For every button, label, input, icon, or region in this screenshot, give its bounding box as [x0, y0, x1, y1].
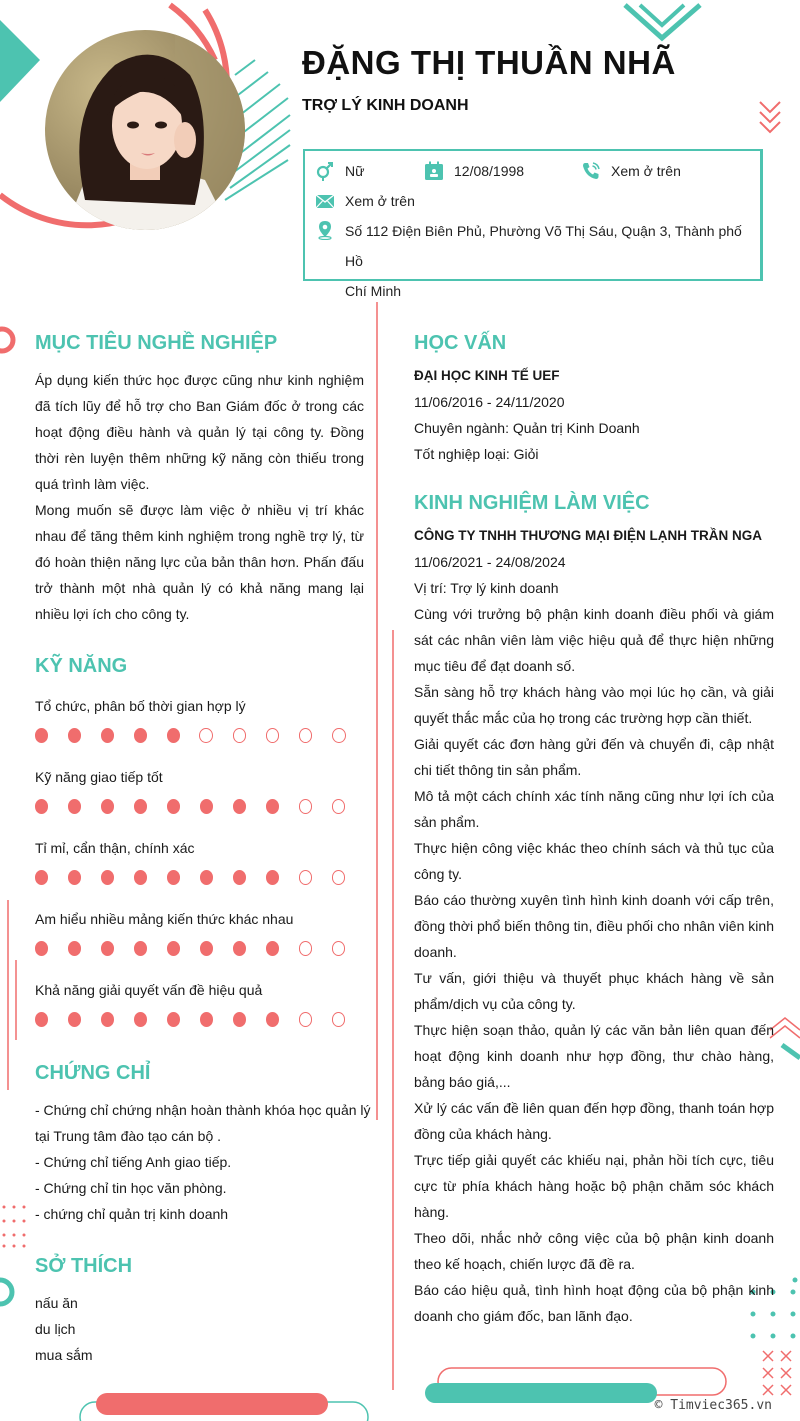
skill-label: Am hiểu nhiều mảng kiến thức khác nhau [35, 911, 294, 927]
skill-item [35, 982, 365, 1053]
birthday-value: 12/08/1998 [454, 163, 525, 179]
skill-label: Tỉ mỉ, cẩn thận, chính xác [35, 840, 195, 856]
duty-item: Giải quyết các đơn hàng gửi đến và chuyển đi, cập nhật chi tiết thông tin sản phẩm. [414, 736, 774, 778]
skill-dot-filled [134, 1012, 147, 1027]
skill-dot-filled [101, 1012, 114, 1027]
email-icon [315, 191, 335, 211]
skills-heading: KỸ NĂNG [35, 655, 128, 677]
skill-dot-empty [332, 799, 346, 814]
skill-dot-filled [200, 941, 213, 956]
certificate-item: - Chứng chỉ tiếng Anh giao tiếp. [35, 1154, 232, 1170]
skill-dot-filled [101, 941, 114, 956]
objective-paragraph-2: Mong muốn sẽ được làm việc ở nhiều vị trí khác nhau để tăng thêm kinh nghiệm trong nghề trợ lý, từ đó hoàn thiện năng lực của bản thân hơn. Phấn đấu trở thành một nhà quản lý có khả năng mang lại nhiều lợi ích cho công ty. [35, 502, 364, 622]
skill-dot-filled [167, 941, 180, 956]
skill-dot-empty [332, 1012, 346, 1027]
skill-dot-filled [200, 799, 213, 814]
education-major: Chuyên ngành: Quản trị Kinh Doanh [414, 420, 640, 436]
certificates-list [35, 1097, 371, 1227]
duty-item: Thực hiện công việc khác theo chính sách và thủ tục của công ty. [414, 840, 774, 882]
skills-list [35, 698, 365, 1053]
skill-dot-empty [199, 728, 213, 743]
gender-value: Nữ [345, 163, 365, 179]
objective-paragraph-1: Áp dụng kiến thức học được cũng như kinh nghiệm đã tích lũy để hỗ trợ cho Ban Giám đốc ở trong các hoạt động điều hành và quản lý tại công ty. Đồng thời rèn luyện thêm những kỹ năng còn thiếu trong quá trình làm việc. [35, 372, 364, 492]
skill-dot-filled [266, 870, 279, 885]
skill-dot-empty [332, 870, 346, 885]
hobbies-heading: SỞ THÍCH [35, 1255, 133, 1277]
skill-dot-filled [266, 799, 279, 814]
skill-dot-filled [68, 941, 81, 956]
duty-item: Cùng với trưởng bộ phận kinh doanh điều phối và giám sát các nhân viên làm việc hiệu quả để thực hiện những mục tiêu để đạt doanh số. [414, 606, 774, 674]
duty-item: Báo cáo thường xuyên tình hình kinh doanh với cấp trên, đồng thời phổ biến thông tin, điều phối cho nhân viên kinh doanh. [414, 892, 774, 960]
hobbies-list [35, 1290, 93, 1368]
certificate-item: - Chứng chỉ tin học văn phòng. [35, 1180, 227, 1196]
skill-rating [35, 870, 365, 885]
skill-dot-filled [233, 941, 246, 956]
skill-dot-empty [299, 728, 313, 743]
skill-dot-filled [101, 799, 114, 814]
skill-label: Khả năng giải quyết vấn đề hiệu quả [35, 982, 263, 998]
skill-dot-filled [167, 870, 180, 885]
skill-dot-filled [68, 870, 81, 885]
school-name: ĐẠI HỌC KINH TẾ UEF [414, 368, 560, 383]
skill-dot-filled [266, 941, 279, 956]
calendar-icon [424, 161, 444, 181]
skill-dot-filled [200, 870, 213, 885]
duty-item: Tư vấn, giới thiệu và thuyết phục khách hàng về sản phẩm/dịch vụ của công ty. [414, 970, 774, 1012]
skill-rating [35, 941, 365, 956]
skill-dot-filled [68, 1012, 81, 1027]
skill-dot-filled [35, 728, 48, 743]
duties-list [414, 601, 774, 1329]
duty-item: Mô tả một cách chính xác tính năng cũng như lợi ích của sản phẩm. [414, 788, 774, 830]
skill-dot-empty [266, 728, 280, 743]
experience-heading: KINH NGHIỆM LÀM VIỆC [414, 492, 650, 514]
duty-item: Xử lý các vấn đề liên quan đến hợp đồng, thanh toán hợp đồng của khách hàng. [414, 1100, 774, 1142]
duty-item: Sẵn sàng hỗ trợ khách hàng vào mọi lúc họ cần, và giải quyết thắc mắc của họ trong các trường hợp cần thiết. [414, 684, 774, 726]
candidate-name: ĐẶNG THỊ THUẦN NHÃ [302, 44, 676, 81]
certificate-item: - chứng chỉ quản trị kinh doanh [35, 1206, 229, 1222]
skill-dot-empty [299, 870, 313, 885]
skill-dot-filled [68, 728, 81, 743]
skill-dot-filled [35, 1012, 48, 1027]
address-line-1: Số 112 Điện Biên Phủ, Phường Võ Thị Sáu, Quận 3, Thành phố Hồ [345, 223, 742, 269]
experience-entry [414, 523, 774, 1329]
hobby-item: mua sắm [35, 1347, 93, 1363]
skill-dot-filled [35, 870, 48, 885]
skill-dot-filled [35, 799, 48, 814]
skill-dot-filled [134, 870, 147, 885]
skill-rating [35, 799, 365, 814]
gender-icon [315, 161, 335, 181]
candidate-role: TRỢ LÝ KINH DOANH [302, 97, 469, 114]
skill-dot-empty [299, 1012, 313, 1027]
skill-rating [35, 728, 365, 743]
footer-credit: © Timviec365.vn [654, 1398, 772, 1413]
skill-item [35, 911, 365, 982]
education-heading: HỌC VẤN [414, 332, 507, 354]
phone-value: Xem ở trên [611, 163, 681, 179]
skill-item [35, 769, 365, 840]
skill-dot-empty [299, 941, 313, 956]
skill-dot-filled [134, 728, 147, 743]
skill-dot-filled [134, 799, 147, 814]
certificate-item: - Chứng chỉ chứng nhận hoàn thành khóa học quản lý [35, 1102, 371, 1118]
experience-period: 11/06/2021 - 24/08/2024 [414, 554, 566, 570]
skill-dot-filled [167, 728, 180, 743]
objective-text [35, 367, 364, 627]
hobby-item: nấu ăn [35, 1295, 78, 1311]
skill-dot-empty [332, 728, 346, 743]
skill-item [35, 840, 365, 911]
address-row [315, 216, 760, 306]
company-name: CÔNG TY TNHH THƯƠNG MẠI ĐIỆN LẠNH TRẦN NGA [414, 528, 762, 543]
education-period: 11/06/2016 - 24/11/2020 [414, 394, 565, 410]
skill-label: Tổ chức, phân bố thời gian hợp lý [35, 698, 246, 714]
skill-dot-filled [233, 870, 246, 885]
certificate-item: tại Trung tâm đào tạo cán bộ . [35, 1128, 222, 1144]
education-entry [414, 363, 640, 467]
duty-item: Báo cáo hiệu quả, tình hình hoạt động của bộ phận kinh doanh cho giám đốc, ban lãnh đạo. [414, 1282, 774, 1324]
birthday-row [424, 156, 524, 186]
skill-dot-filled [167, 799, 180, 814]
experience-position: Vị trí: Trợ lý kinh doanh [414, 580, 559, 596]
duty-item: Thực hiện soạn thảo, quản lý các văn bản liên quan đến hoạt động kinh doanh như hợp đồng, thư chào hàng, bảng báo giá,... [414, 1022, 774, 1090]
skill-dot-filled [68, 799, 81, 814]
skill-dot-filled [200, 1012, 213, 1027]
skill-dot-filled [101, 728, 114, 743]
education-grade: Tốt nghiệp loại: Giỏi [414, 446, 539, 462]
duty-item: Trực tiếp giải quyết các khiếu nại, phản hồi tích cực, tiêu cực từ phía khách hàng hoặc bộ phận chăm sóc khách hàng. [414, 1152, 774, 1220]
address-value [345, 216, 760, 306]
skill-dot-filled [101, 870, 114, 885]
objective-heading: MỤC TIÊU NGHỀ NGHIỆP [35, 332, 278, 354]
skill-dot-filled [233, 1012, 246, 1027]
duty-item: Theo dõi, nhắc nhở công việc của bộ phận kinh doanh theo kế hoạch, chiến lược đã đề ra. [414, 1230, 774, 1272]
skill-dot-filled [35, 941, 48, 956]
email-value: Xem ở trên [345, 193, 415, 209]
location-pin-icon [315, 220, 335, 240]
skill-item [35, 698, 365, 769]
skill-rating [35, 1012, 365, 1027]
skill-dot-filled [134, 941, 147, 956]
skill-dot-empty [299, 799, 313, 814]
certificates-heading: CHỨNG CHỈ [35, 1062, 151, 1084]
avatar [45, 30, 245, 230]
hobby-item: du lịch [35, 1321, 76, 1337]
email-row [315, 186, 415, 216]
phone-row [581, 156, 681, 186]
contact-box [303, 149, 763, 299]
address-line-2: Chí Minh [345, 283, 402, 299]
phone-icon [581, 161, 601, 181]
skill-dot-filled [233, 799, 246, 814]
skill-dot-empty [233, 728, 247, 743]
skill-label: Kỹ năng giao tiếp tốt [35, 769, 163, 785]
skill-dot-filled [167, 1012, 180, 1027]
gender-row [315, 156, 364, 186]
skill-dot-empty [332, 941, 346, 956]
skill-dot-filled [266, 1012, 279, 1027]
